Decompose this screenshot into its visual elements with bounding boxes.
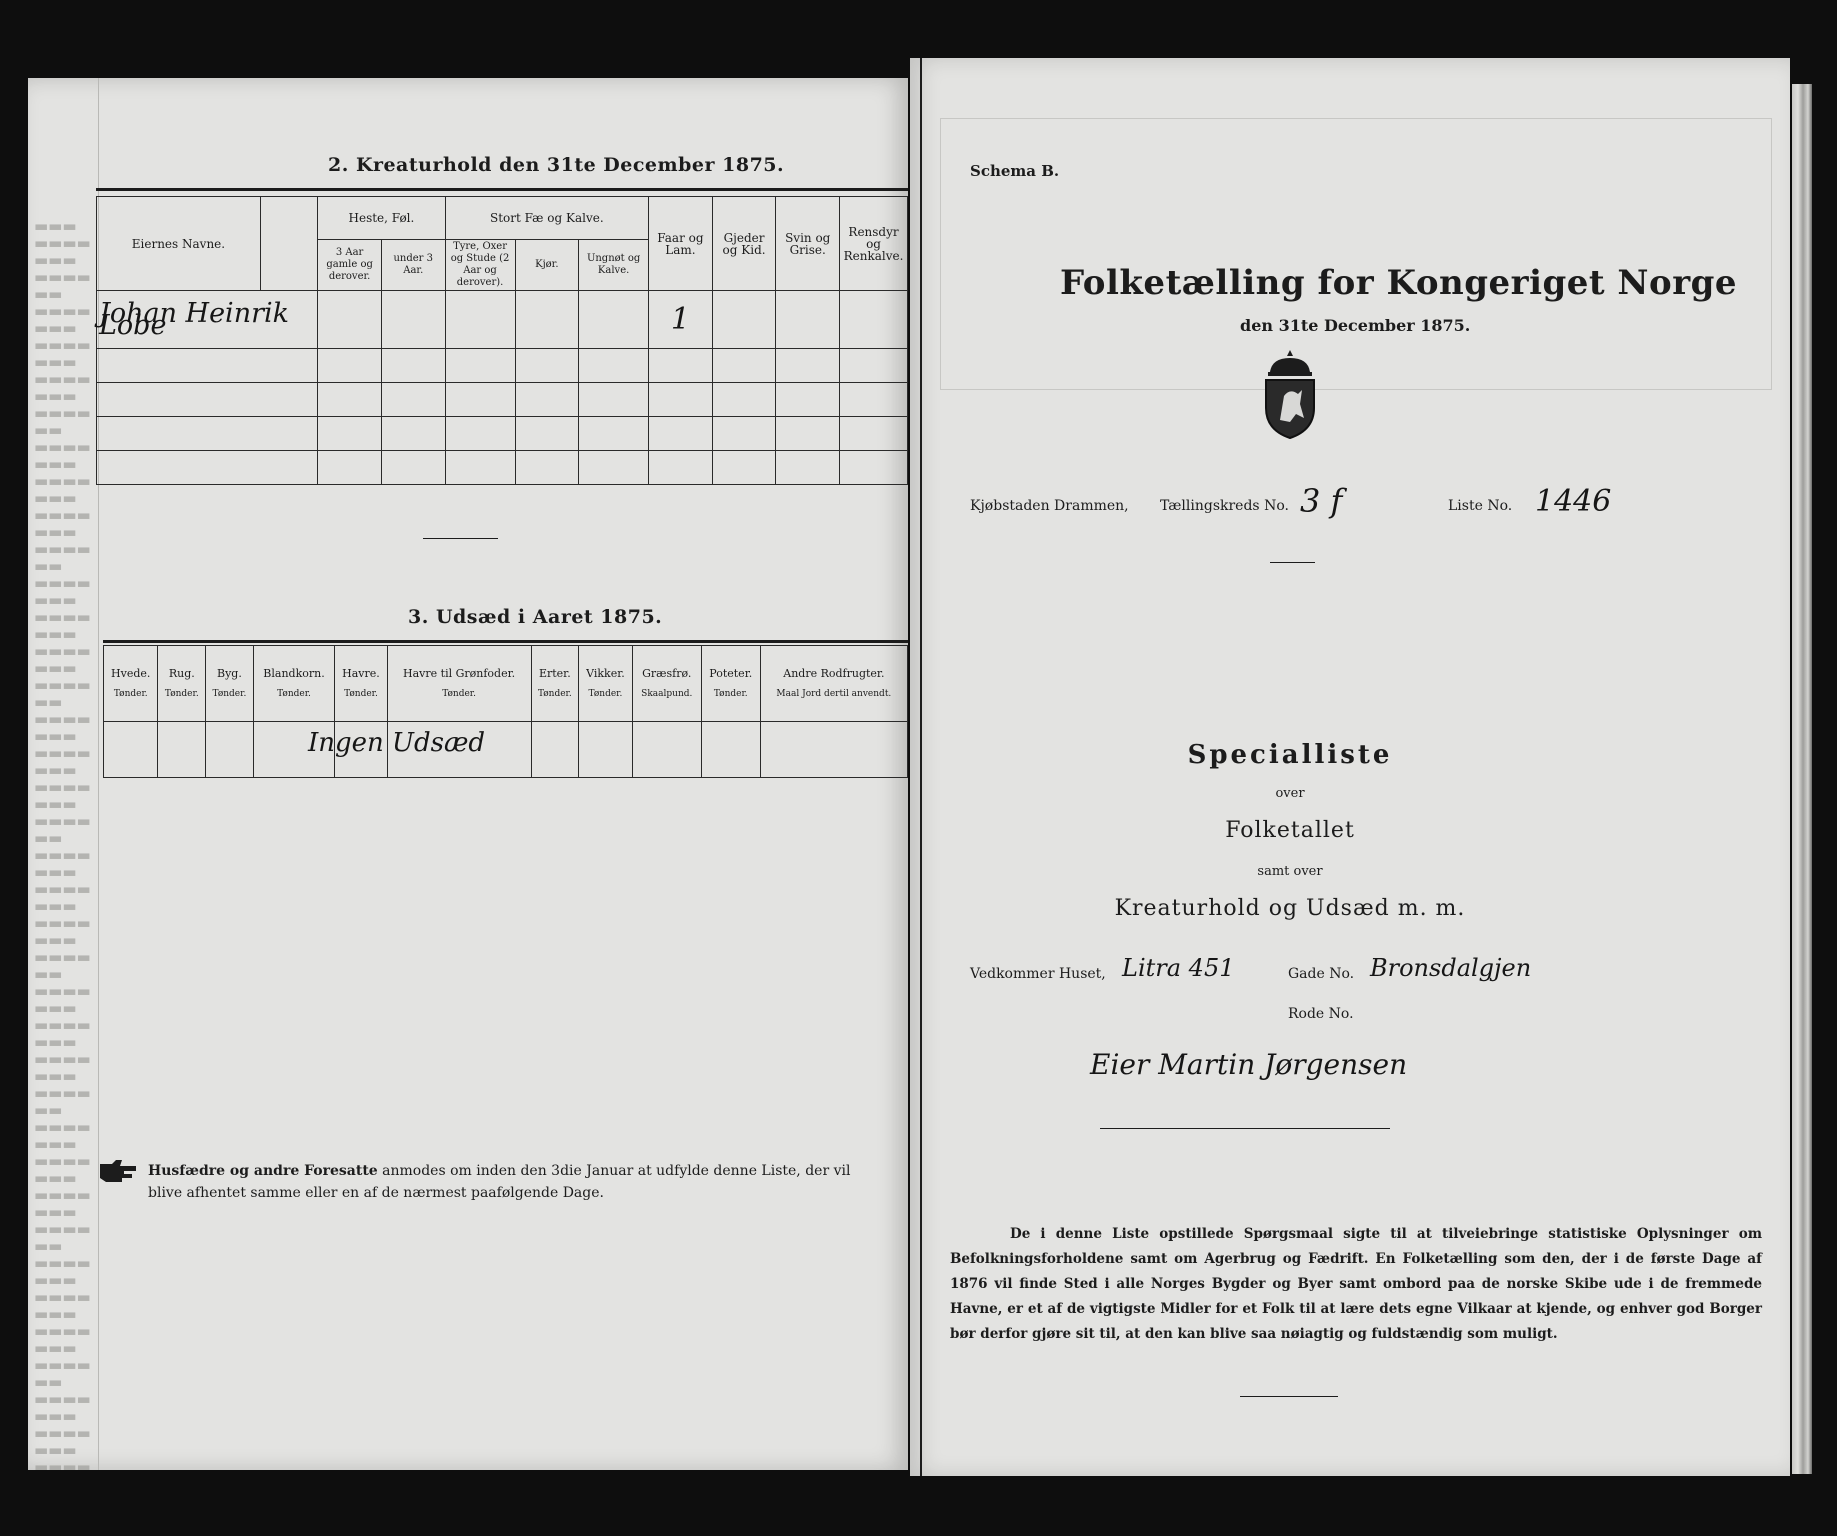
seed-data-cell (158, 722, 206, 778)
liste-value: 1446 (1535, 484, 1612, 519)
col-bulls: Tyre, Oxer og Stude (2 Aar og derover). (445, 240, 515, 291)
data-cell (381, 451, 445, 485)
schema-label: Schema B. (970, 162, 1060, 180)
data-cell (579, 417, 649, 451)
seed-col-unit: Tønder. (588, 688, 623, 699)
location-line (970, 482, 1770, 528)
data-cell (445, 451, 515, 485)
margin-bleed-through: ▬▬▬ ▬▬▬▬ ▬▬▬ ▬▬▬▬ ▬▬ ▬▬▬▬ ▬▬▬ ▬▬▬▬ ▬▬▬ ▬▬▬▬ ▬▬▬ ▬▬▬▬ ▬▬ ▬▬▬▬ ▬▬▬ ▬▬▬▬ ▬▬▬ ▬▬▬▬ ▬▬▬ ▬▬▬▬ ▬▬ ▬▬▬▬ ▬▬▬ ▬▬▬▬ ▬▬▬ ▬▬▬▬ ▬▬▬ ▬▬▬▬ ▬▬ ▬▬▬▬ ▬▬▬ ▬▬▬▬ ▬▬▬ ▬▬▬▬ ▬▬▬ ▬▬▬▬ ▬▬ ▬▬▬▬ ▬▬▬ ▬▬▬▬ ▬▬▬ ▬▬▬▬ ▬▬▬ ▬▬▬▬ ▬▬ ▬▬▬▬ ▬▬▬ ▬▬▬▬ ▬▬▬ ▬▬▬▬ ▬▬▬ ▬▬▬▬ ▬▬ ▬▬▬▬ ▬▬▬ ▬▬▬▬ ▬▬▬ ▬▬▬▬ ▬▬▬ ▬▬▬▬ ▬▬ ▬▬▬▬ ▬▬▬ ▬▬▬▬ ▬▬▬ ▬▬▬▬ ▬▬▬ ▬▬▬▬ ▬▬ ▬▬▬▬ ▬▬▬ ▬▬▬▬ ▬▬▬ ▬▬▬▬ (34, 217, 91, 1470)
seed-data-cell (701, 722, 760, 778)
seed-col-unit: Tønder. (212, 688, 247, 699)
data-cell (840, 451, 908, 485)
empty-row-cell (97, 451, 318, 485)
seed-col-name: Erter. (538, 666, 571, 680)
gade-label: Gade No. (1288, 966, 1355, 982)
section2-title: 2. Kreaturhold den 31te December 1875. (328, 154, 785, 176)
seed-col-10 (760, 646, 907, 722)
seed-col-name: Havre til Grønfoder. (403, 666, 516, 680)
right-page (910, 58, 1790, 1476)
seed-col-unit: Tønder. (113, 688, 148, 699)
seed-data-cell (531, 722, 579, 778)
seed-col-name: Vikker. (586, 666, 625, 680)
no-seed-handwritten: Ingen Udsæd (308, 728, 486, 758)
house-line (970, 954, 1770, 998)
house-value: Litra 451 (1122, 954, 1235, 982)
col-blank (260, 197, 317, 291)
title-date: den 31te December 1875. (1240, 316, 1471, 335)
data-cell (579, 291, 649, 349)
data-cell (712, 291, 776, 349)
seed-data-cell (206, 722, 254, 778)
seed-col-9 (701, 646, 760, 722)
livestock-table (96, 196, 908, 485)
divider-2 (1100, 1128, 1390, 1129)
seed-col-unit: Maal Jord dertil anvendt. (776, 688, 892, 699)
seed-col-name: Poteter. (709, 666, 753, 680)
col-horses-group: Heste, Føl. (318, 197, 445, 240)
kjobstad-label: Kjøbstaden Drammen, (970, 498, 1129, 514)
left-page (28, 78, 908, 1470)
seed-col-name: Byg. (217, 666, 242, 680)
data-cell (318, 383, 382, 417)
data-cell (515, 451, 579, 485)
data-cell (515, 417, 579, 451)
data-cell (318, 451, 382, 485)
seed-col-unit: Tønder. (713, 688, 748, 699)
data-cell (381, 383, 445, 417)
seed-col-4 (335, 646, 387, 722)
gade-value: Bronsdalgjen (1370, 954, 1532, 982)
explanation-paragraph: De i denne Liste opstillede Spørgsmaal sigte til at tilveiebringe statistiske Oplysninger om Befolkningsforholdene samt om Agerbrug og Fædrift. En Folketælling som den, der i de første Dage af 1876 vil finde Sted i alle Norges Bygder og Byer samt ombord paa de norske Skibe ude i de fremmede Havne, er et af de vigtigste Midler for et Folk til at lære dets egne Vilkaar at kjende, og enhver god Borger bør derfor gjøre sit til, at den kan blive saa nøiagtig og fuldstændig som muligt. (950, 1226, 1762, 1342)
data-cell (776, 417, 840, 451)
data-cell (381, 291, 445, 349)
coat-of-arms-icon (1258, 348, 1322, 440)
sheep-count-cell: 1 (649, 291, 713, 349)
short-divider (423, 538, 498, 539)
folketallet-text: Folketallet (1225, 818, 1355, 843)
data-cell (840, 383, 908, 417)
data-cell (776, 291, 840, 349)
data-cell (649, 417, 713, 451)
liste-label: Liste No. (1448, 498, 1513, 514)
data-cell (579, 451, 649, 485)
divider-3 (1240, 1396, 1338, 1397)
special-list-heading: Specialliste (1187, 740, 1393, 770)
notice-body: anmodes om inden den 3die Januar at udfylde denne Liste, der vil blive afhentet samme eller en af de nærmest paafølgende Dage. (148, 1163, 851, 1201)
seed-col-unit: Tønder. (277, 688, 311, 699)
col-horses-3plus: 3 Aar gamle og derover. (318, 240, 382, 291)
seed-col-unit: Tønder. (537, 688, 572, 699)
col-horses-under3: under 3 Aar. (381, 240, 445, 291)
data-cell (776, 349, 840, 383)
data-cell (318, 291, 382, 349)
seed-data-cell (579, 722, 633, 778)
section3-title: 3. Udsæd i Aaret 1875. (408, 606, 663, 628)
seed-col-name: Andre Rodfrugter. (783, 666, 885, 680)
data-cell (579, 349, 649, 383)
seed-col-0 (104, 646, 158, 722)
data-cell (649, 383, 713, 417)
kreaturhold-text: Kreaturhold og Udsæd m. m. (1114, 896, 1466, 921)
data-cell (579, 383, 649, 417)
data-cell (445, 417, 515, 451)
seed-col-name: Blandkorn. (263, 666, 325, 680)
data-cell (318, 417, 382, 451)
section2-top-rule (96, 188, 908, 191)
data-cell (515, 349, 579, 383)
col-cows: Kjør. (515, 240, 579, 291)
seed-col-name: Rug. (168, 666, 195, 680)
seed-data-cell (104, 722, 158, 778)
bleed-through-table (940, 118, 1772, 390)
notice-text (148, 1160, 888, 1204)
main-title: Folketælling for Kongeriget Norge (1060, 263, 1738, 303)
seed-col-6 (531, 646, 579, 722)
data-cell (318, 349, 382, 383)
kreds-value: 3 f (1300, 482, 1343, 520)
data-cell (712, 349, 776, 383)
divider-1 (1270, 562, 1315, 563)
data-cell (445, 383, 515, 417)
data-cell (840, 417, 908, 451)
col-sheep: Faar og Lam. (649, 197, 713, 291)
data-cell (712, 417, 776, 451)
seed-col-5 (387, 646, 531, 722)
data-cell (840, 349, 908, 383)
seed-col-7 (579, 646, 633, 722)
over-text: over (1275, 786, 1305, 801)
seed-data-cell (760, 722, 907, 778)
seed-col-8 (632, 646, 701, 722)
col-cattle-group: Stort Fæ og Kalve. (445, 197, 649, 240)
owner-signature: Eier Martin Jørgensen (1090, 1048, 1408, 1081)
seed-col-3 (253, 646, 335, 722)
seed-table (103, 645, 908, 778)
section3-top-rule (103, 640, 908, 643)
seed-col-name: Havre. (342, 666, 380, 680)
seed-col-1 (158, 646, 206, 722)
empty-row-cell (97, 349, 318, 383)
data-cell (515, 383, 579, 417)
seed-col-unit: Tønder. (442, 688, 476, 699)
notice-bold: Husfædre og andre Foresatte (148, 1163, 378, 1179)
seed-col-unit: Tønder. (164, 688, 199, 699)
seed-col-name: Hvede. (111, 666, 151, 680)
data-cell (776, 451, 840, 485)
col-young-cattle: Ungnøt og Kalve. (579, 240, 649, 291)
data-cell (712, 451, 776, 485)
seed-col-2 (206, 646, 254, 722)
seed-col-unit: Skaalpund. (641, 688, 693, 699)
owner-name-cell: Johan Heinrik Lobe (97, 291, 318, 349)
col-goats: Gjeder og Kid. (712, 197, 776, 291)
empty-row-cell (97, 417, 318, 451)
data-cell (445, 291, 515, 349)
kreds-label: Tællingskreds No. (1160, 498, 1289, 514)
house-label: Vedkommer Huset, (970, 966, 1106, 982)
rode-label: Rode No. (1288, 1006, 1354, 1022)
data-cell (649, 349, 713, 383)
seed-col-name: Græsfrø. (642, 666, 692, 680)
seed-data-cell (632, 722, 701, 778)
data-cell (381, 417, 445, 451)
empty-row-cell (97, 383, 318, 417)
data-cell (445, 349, 515, 383)
data-cell (840, 291, 908, 349)
page-edge-stack (1792, 84, 1812, 1474)
col-owner: Eiernes Navne. (97, 197, 261, 291)
col-pigs: Svin og Grise. (776, 197, 840, 291)
samt-over-text: samt over (1257, 864, 1323, 879)
data-cell (381, 349, 445, 383)
seed-col-unit: Tønder. (344, 688, 378, 699)
col-reindeer: Rensdyr og Renkalve. (840, 197, 908, 291)
data-cell (515, 291, 579, 349)
data-cell (712, 383, 776, 417)
data-cell (649, 451, 713, 485)
data-cell (776, 383, 840, 417)
pointing-hand-icon (98, 1158, 138, 1184)
